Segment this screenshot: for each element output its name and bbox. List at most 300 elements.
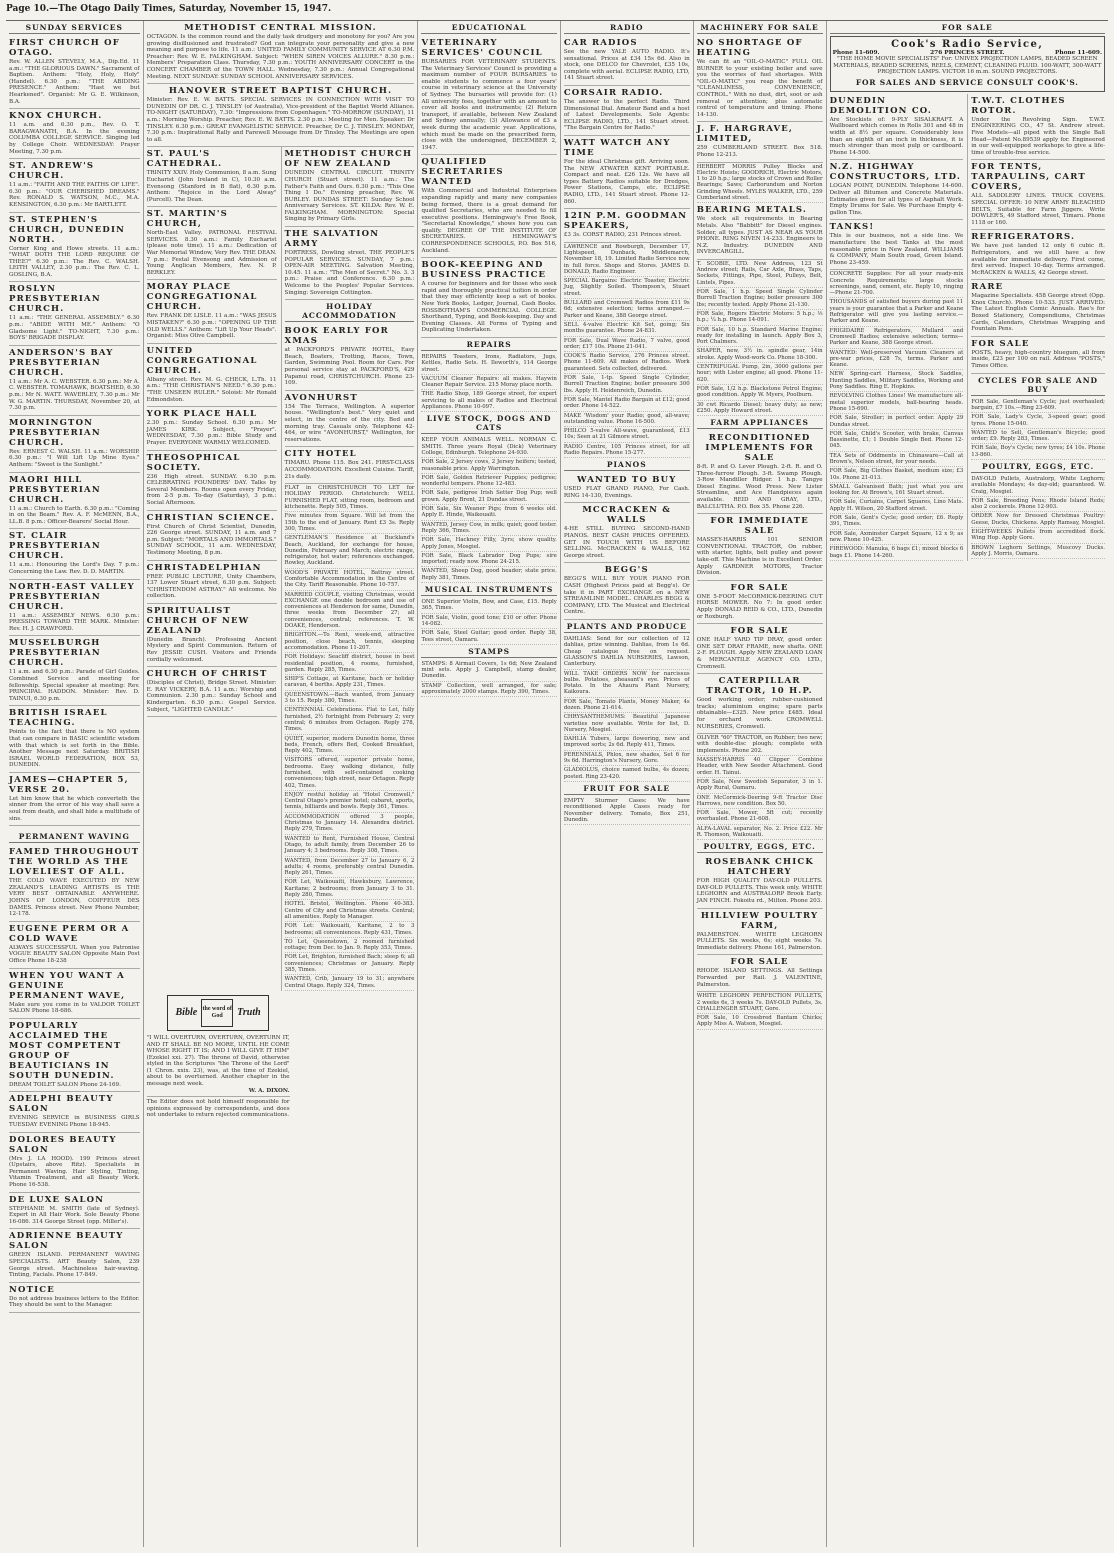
for-sale-subcolumns xyxy=(830,94,1105,561)
ad-title: KNOX CHURCH. xyxy=(9,111,103,122)
ad-title: BRITISH ISRAEL TEACHING. xyxy=(9,708,108,729)
classified-item: ENJOY restful holiday at "Hotel Cromwell," Central Otago's premier hotel; cabaret, sports, tennis, billiards and bowls. Reply 361, Times. xyxy=(285,791,415,813)
classified-item: FOR Sale, Mower, 5ft cut; recently overhauled. Phone 21-608. xyxy=(697,809,823,825)
ad-body: 11 a.m.: ASSEMBLY NEWS. 6.30 p.m.: PRESSING TOWARD THE MARK. Minister: Rev. H. J. CRAWFORD. xyxy=(9,612,140,632)
classified-item: FOR Let, Waikouaiti, Hawksbury, Lawrence, Karitane; 2 bedrooms; from January 3 to 31. Reply 280, Times. xyxy=(285,878,415,900)
ad-title: BEARING METALS. xyxy=(696,205,808,216)
ad-block xyxy=(697,624,823,674)
ad-block xyxy=(697,431,823,514)
ad-title: AVONHURST xyxy=(284,392,358,403)
ad-body: Under the Revolving Sign. T.W.T. ENGINEERING CO., 47 St. Andrew street. Five Models—all piped with the Single Ball Head—Patent No.89539 apply for. Engineered in our well-equipped workshops to give a life-time of trouble-free service. xyxy=(971,116,1105,156)
ad-block xyxy=(147,407,277,450)
classified-item: CHRYSANTHEMUMS: Beautiful Japanese varieties now available. Write for list, D. Nursery, Mosgiel. xyxy=(564,713,690,735)
ad-block xyxy=(421,155,556,258)
ad-body: (Dunedin Branch). Professing Ancient Mystery and Spirit Communion. Return of Rev JESSIE CUSH. Visitors and Friends cordially welcomed. xyxy=(146,636,277,663)
ad-block xyxy=(697,855,823,908)
poultry-classifieds xyxy=(697,992,823,1029)
ad-block xyxy=(564,563,690,620)
ad-body: ONE HALF YARD TIP DRAY, good order. ONE SET DRAY FRAME, new shafts. ONE 2-F. PLOUGH. Apply NEW ZEALAND LOAN & MERCANTILE AGENCY CO. LTD., Cromwell. xyxy=(696,637,823,670)
ad-body: Corner King and Howe streets. 11 a.m.: "WHAT DOTH THE LORD REQUIRE OF THEE?" 6.30 p.m.: The Rev. C. WALSH. LEITH VALLEY, 2.30 p.m.: The Rev. C. L. GOSLING, B.A. xyxy=(9,245,140,278)
ad-body: 11 a.m.: Honouring the Lord's Day. 7 p.m.: Concerning the Law. Rev. D. D. MARTIN. xyxy=(9,562,140,575)
ad-block xyxy=(147,667,277,717)
ad-title: HILLVIEW POULTRY FARM, xyxy=(700,910,819,931)
ad-body: Good working order; rubber-cushioned tracks; aluminium engine; spare parts obtainable—£325. New price £485. Ideal for orchard work. CROMWELL NURSERIES, Cromwell. xyxy=(696,697,823,730)
classified-item: Five minutes from Square. Will let from the 15th to the end of January. Rent £3 3s. Reply 300, Times. xyxy=(285,512,415,534)
ad-body: Rev. ERNEST C. WALSH. 11 a.m.: WORSHIP. 6.30 p.m.: "I Will Lift Up Mine Eyes." Anthem: "Sweet is the Sunlight." xyxy=(9,448,140,468)
ad-body: EVENING SERVICE in BUSINESS GIRLS TUESDAY EVENING Phone 18-945. xyxy=(9,1115,140,1128)
ad-body: OCTAGON. Is the common round and the daily task drudgery and monotony for you? Are you growing disillusioned and frustrated? God can integrate your personality and give a new meaning and purpose to life. 11 a.m.: UNITED FAMILY COMMUNITY SERVICE AT 6.30 P.M. Preacher: Rev. W. E. FALKINGHAM. Subject: "WHEN SIREN VOICES ALLURE." 8.30 p.m.: Members' Preparation Class. Thursday, 7.30 p.m.: YOUTH ANNIVERSARY CONCERT in the CONCERT CHAMBER of the TOWN HALL. Wednesday, 7.30 p.m.: Annual Congregational Meeting. NEXT SUNDAY: SUNDAY SCHOOL ANNIVERSARY SERVICES. xyxy=(146,34,415,80)
ad-block xyxy=(697,122,823,162)
ad-body: 4-HE STILL BUYING SECOND-HAND PIANOS. BEST CASH PRICES OFFERED. GET IN TOUCH WITH US BEFORE SELLING. McCRACKEN & WALLS, 162 George street. xyxy=(563,526,690,559)
ad-title: ST. STEPHEN'S CHURCH, DUNEDIN NORTH. xyxy=(9,214,126,245)
classified-item: MAKE 'Wisdom' your Radio; good, all-wave; outstanding value. Phone 16-500. xyxy=(564,412,690,428)
cooks-phone-2: Phone 11-609. xyxy=(1055,50,1102,56)
classified-item: FRIGIDAIRE Refrigerators, Mullard and Cromwell Radios; extensive selection; terms—Parker and Keane, 388 George street. xyxy=(830,327,964,349)
for-sale-left xyxy=(830,94,964,561)
section-heading: HOLIDAY ACCOMMODATION xyxy=(285,300,415,322)
ad-body: We stock all requirements in Bearing Metals. Also "Babbitt" for Diesel engines. Solder, all types. JUST AS NEAR AS YOUR PHONE. RING NIVEN 14-233. Engineers to N.Z. Industry. DUNEDIN AND INVERCARGILL. xyxy=(696,216,823,256)
ad-block xyxy=(564,209,690,243)
ad-block xyxy=(147,604,277,667)
for-sale-right xyxy=(967,94,1105,561)
classified-item: THOUSANDS of satisfied buyers during past 11 years is your guarantee that a Parker and Keane Refrigerator will give you lasting service.—Parker and Keane. xyxy=(830,298,964,326)
ad-title: SPIRITUALIST CHURCH OF NEW ZEALAND xyxy=(146,605,250,636)
ad-block xyxy=(564,86,690,136)
ad-title: TANKS! xyxy=(829,222,875,233)
ad-body: Rev. FRANK DE LISLE. 11 a.m.: "WAS JESUS MISTAKEN?" 6.30 p.m.: "OPENING UP THE OLD WELLS." Anthem: "Lift Up Your Heads". Organist: Miss Olive Campbell. xyxy=(146,313,277,340)
ad-body: See the new YALE AUTO RADIO. It's sensational. Prices at £34 15s 6d. Also in stock, one DELCO for Chevrolet, £35 10s, complete with aerial. ECLIPSE RADIO, LTD, 141 Stuart street. xyxy=(563,49,690,82)
ad-body: FORTRESS, Dowling street. THE PEOPLE'S POPULAR SERVICES. SUNDAY, 7 p.m.: OPEN-AIR MEETING. Salvation Meeting, 10.45. 11 a.m.: "The Men of Secret." No. 3. 3 p.m.: Praise and Conference. 6.30 p.m.: Welcome to the Peoples' Popular Services. Singing: Sovereign Cottington. xyxy=(284,250,415,296)
classified-item: FOR Sale, Big Clothes Basket, medium size; £3 10s. Phone 21-013. xyxy=(830,467,964,483)
ad-body: USED FLAT GRAND PIANO, For Cash. RING 14-130, Evenings. xyxy=(563,486,690,499)
ad-body: Make sure you come in to VALDOR TOILET SALON Phone 18-686. xyxy=(9,1001,140,1015)
classified-item: DAY-OLD Pullets, Australorp, White Leghorn; available Mondays; 4s day-old; guaranteed. W. Craig, Mosgiel. xyxy=(971,475,1105,497)
ad-title: MORAY PLACE CONGREGATIONAL CHURCH. xyxy=(146,282,258,313)
classified-item: FOR Sale, Rogers Electric Motors: 5 h.p.; ⅓ h.p.; ¼ h.p. Phone 14-091. xyxy=(697,310,823,326)
ad-title: FAMED THROUGHOUT THE WORLD AS THE LOVELIEST OF ALL. xyxy=(9,847,140,878)
bearing-metals-ad xyxy=(697,203,823,260)
ad-title: ST. PAUL'S CATHEDRAL. xyxy=(146,149,223,170)
for-sale-left-ads xyxy=(830,94,964,271)
section-heading: PLANTS AND PRODUCE xyxy=(564,620,690,633)
ad-title: FOR SALE xyxy=(971,338,1030,349)
ad-title: DE LUXE SALON xyxy=(9,1194,105,1205)
ad-block xyxy=(9,845,140,922)
ad-title: RECONDITIONED IMPLEMENTS FOR SALE xyxy=(705,433,814,464)
section-heading: SUNDAY SERVICES xyxy=(9,21,140,34)
ad-block xyxy=(9,773,140,826)
ad-title: ST. ANDREW'S CHURCH. xyxy=(9,161,95,182)
columns xyxy=(6,21,1108,1547)
ad-block xyxy=(9,1229,140,1282)
classified-item: FOR Sale, 2 Jersey cows, 2 Jersey heifers; tested, reasonable price. Apply Warrington. xyxy=(421,458,556,474)
ad-block xyxy=(147,21,415,84)
ad-block xyxy=(285,324,415,391)
farm-ads xyxy=(697,431,823,734)
classified-item: 30 cwt Ricardo Diesel; heavy duty; as new; £250. Apply Howard street. xyxy=(697,401,823,417)
ad-block xyxy=(697,909,823,956)
ad-body: Let him know that he which converteth the sinner from the error of his way shall save a soul from death, and shall hide a multitude of sins. xyxy=(9,795,140,822)
holiday-classifieds xyxy=(285,484,415,991)
bible-text: "I WILL OVERTURN, OVERTURN, OVERTURN IT, AND IT SHALL BE NO MORE, UNTIL HE COME WHOSE RIGHT IT IS; AND I WILL GIVE IT HIM" (Ezekiel xxi. 27). The throne of David, otherwise styled in the Scriptures "the Throne of the Lord" (1 Chron. xxix. 23), was, at the time of Ezekiel, about to be overturned. Another chapter in the message next week. xyxy=(146,1034,290,1088)
classified-item: KEEP YOUR ANIMALS WELL. NORMAN C. SMITH. Three years Royal (Dick) Veterinary College, Edinburgh. Telephone 24-930. xyxy=(421,436,556,458)
classified-item: T. SCOBIE, LTD. New Address, 123 St Andrew street; Rails, Car Axle, Brass, Taps, Sockets, Fittings, Pipe, Steel, Pulleys, Belt, Lintels, Pipes. xyxy=(697,260,823,288)
ad-title: POPULARLY ACCLAIMED THE MOST COMPETENT GROUP OF BEAUTICIANS IN SOUTH DUNEDIN. xyxy=(9,1020,122,1081)
ad-body: Do not address business letters to the Editor. They should be sent to the Manager. xyxy=(9,1295,140,1309)
section-heading: CYCLES FOR SALE AND BUY xyxy=(971,374,1105,396)
ad-block xyxy=(9,213,140,283)
ad-body: 259 CUMBERLAND STREET. Box 518. Phone 12-213. xyxy=(696,145,823,158)
ad-block xyxy=(971,94,1105,161)
section-heading: FOR SALE xyxy=(830,21,1105,34)
ad-block xyxy=(9,529,140,579)
classified-item: REVOLVING Clothes Lines! We manufacture all-metal superior models, ball-bearing heads. Phone 15-690. xyxy=(830,392,964,414)
ad-body: First Church of Christ Scientist, Dunedin, 226 George street. SUNDAY, 11 a.m. and 7 p.m. Subject: "MORTALS AND IMMORTALS." SUNDAY SCHOOL, 11 a.m. WEDNESDAY, Testimony Meeting, 8 p.m. xyxy=(146,523,277,556)
ad-body: For the ideal Christmas gift. Arriving soon. The NEW ATWATER KENT PORTABLE. Compact and neat. £26 12s. We have all types Battery Radios suitable for Dredges, Power Stations, Camps, etc. ECLIPSE RADIO, LTD., 141 Stuart street. Phone 12-860. xyxy=(563,158,690,205)
ad-body: North-East Valley. PATRONAL FESTIVAL SERVICES. 8.30 a.m.: Family Eucharist (please note time). 11 a.m.: Dedication of War Memorial Window, Very Rev. THE DEAN. 7 p.m.: Festal Evensong and Admission of Young Anglican Members, Rev. N. P. BERKLEY. xyxy=(146,230,277,276)
ad-body: 11 a.m. and 6.30 p.m., Rev. O. T. BARAGWANATH, B.A. In the evening COLUMBA COLLEGE SERVICE. Singing led by College Choir. WEDNESDAY: Prayer Meeting, 7.30 p.m. xyxy=(9,122,140,155)
ad-block xyxy=(9,580,140,637)
section-heading: POULTRY, EGGS, ETC. xyxy=(697,840,823,853)
classified-item: VACUUM Cleaner Repairs: all makes. Haywin Cleaner Repair Service. 215 Moray place north. xyxy=(421,375,556,391)
classified-item: STAMPS: 8 Airmail Covers, 1s 6d; New Zealand mint sets. Apply J. Campbell, stamp dealer, Dunedin. xyxy=(421,660,556,682)
classified-item: SPECIAL Bargains: Electric Toaster, Electric Jug, Slightly Soiled. Thompson's, Stuart street. xyxy=(564,277,690,299)
cooks-address: 276 PRINCES STREET. xyxy=(930,50,1005,56)
classified-item: FOR Sale, Lady's Cycle, 3-speed gear; good tyres. Phone 15-040. xyxy=(971,413,1105,429)
ad-title: ROSLYN PRESBYTERIAN CHURCH. xyxy=(9,284,101,315)
ad-body: DREAM TOILET SALON Phone 24-169. xyxy=(9,1081,121,1088)
cooks-radio-ad xyxy=(830,36,1105,92)
church-subcolumn-right xyxy=(281,147,415,991)
ad-block xyxy=(9,1283,140,1313)
ad-block xyxy=(9,1133,140,1193)
ad-body: The answer to the perfect Radio. Third Dimensional Dial. Amateur Band and a host of Latest Developments. Sole Agents: ECLIPSE RADIO, LTD., 141 Stuart street. "The Bargain Centre for Radio." xyxy=(563,98,690,132)
ad-body: We have just landed 12 only 6 cubic ft. Refrigerators, and we still have a few available for immediate delivery. First come, first served. Inspect 10-day. Terms arranged. McRACKEN & WALLS, 42 George street. xyxy=(971,243,1105,276)
ad-title: FOR IMMEDIATE SALE xyxy=(710,516,809,537)
ad-title: ST. CLAIR PRESBYTERIAN CHURCH. xyxy=(9,531,101,562)
ad-title: MUSSELBURGH PRESBYTERIAN CHURCH. xyxy=(9,638,101,669)
bible-signature: W. A. DIXON. xyxy=(248,1087,290,1094)
educational-ads xyxy=(421,36,556,338)
poultry-ads xyxy=(697,855,823,992)
ad-title: DUNEDIN DEMOLITION CO. xyxy=(829,95,933,116)
for-sale-classifieds xyxy=(830,270,964,561)
classified-item: THE Radio Shop, 189 George street, for expert servicing to all makes of Radios and Electrical Appliances. Phone 10-097. xyxy=(421,390,556,412)
church-subcolumn-left xyxy=(147,147,277,991)
classified-item: WOOD'S PRIVATE HOTEL, Battray street. Comfortable Accommodation in the Centre of the City. Tariff Reasonable. Phone 10-757. xyxy=(285,569,415,591)
radio-classifieds xyxy=(564,243,690,459)
plants-list xyxy=(564,635,690,782)
ad-block xyxy=(421,258,556,338)
classified-item: GENTLEMAN'S Residence at Buckland's Beach, Auckland, for exchange for house, Dunedin, February and March; electric range, refrigerator, hot water; references exchanged. Rowley, Auckland. xyxy=(285,534,415,568)
ad-body: Albany street. Rev. M. G. CHECK, L.Th. 11 a.m.: "THE CHRISTIAN'S NEED." 6.30 p.m.: "THE UNSEEN RULER." Soloist: Mr Ronald Edmondston. xyxy=(146,376,277,403)
ad-body: ALL SADDLERY LINES. TRUCK COVERS. SPECIAL OFFER: 10 NEW ARMY BLEACHED BELTS, Suitable for Farm Jiggers. Write DOWLER'S, 49 Stafford street, Timaru. Phone 1118 or 160. xyxy=(971,193,1105,226)
church-subcolumns xyxy=(147,147,415,991)
musical-list xyxy=(421,598,556,645)
machinery-classifieds xyxy=(697,260,823,416)
section-heading: MACHINERY FOR SALE xyxy=(697,21,823,34)
ad-block xyxy=(971,160,1105,230)
ad-body: 2.30 p.m.: Sunday School. 6.30 p.m.: Mr JAMES KIRK. Subject, "Prayer". WEDNESDAY, 7.30 p.m.: Bible Study and Prayer. EVERYONE WARMLY WELCOMED. xyxy=(146,420,277,446)
column-sunday-services xyxy=(6,21,144,1547)
classified-item: FOR Sale, Dual Wave Radio, 7 valve, good order; £17 10s. Phone 21-041. xyxy=(564,337,690,353)
ad-title: DOLORES BEAUTY SALON xyxy=(9,1134,117,1155)
ad-block xyxy=(564,136,690,209)
classified-item: TEA Sets of Oddments in Chinaware—Call at Brown's, Nelson street, for your needs. xyxy=(830,452,964,468)
ad-body: Are Stockists of: 9-PLY SISALKRAFT. A Wallboard which comes in Rolls 301 and 48 in width at 8½ per square. Considerably less than an eighth of an inch in thickness, it is much stronger than most pulp or cardboard. Phone 14-500. xyxy=(829,116,964,156)
classified-item: FOR Sale, 1/2 h.p. Blackstone Petrol Engine; good condition. Apply W. Myers, Poolburn. xyxy=(697,385,823,401)
cooks-title: Cook's Radio Service, xyxy=(891,39,1044,50)
classified-item: FOR Let: Waikouaiti, Karitane, 2 to 3 bedrooms; all conveniences. Reply 431, Times. xyxy=(285,922,415,938)
ad-title: THE SALVATION ARMY xyxy=(284,229,380,250)
bible-logo xyxy=(167,995,269,1031)
classified-item: FOR Sale, Stroller; in perfect order. Apply 29 Dundas street. xyxy=(830,414,964,430)
ad-title: ADRIENNE BEAUTY SALON xyxy=(9,1231,124,1252)
classified-item: MASSEY-HARRIS 40 Clipper Combine Header, with New Seeder Attachment. Good order. H. Tainui. xyxy=(697,756,823,778)
ad-title: BEGG'S xyxy=(604,565,649,576)
classified-item: CENTENNIAL Celebrations. Flat to Let, fully furnished, 2½ fortnight from February 2; very central; 6 minutes from Octagon. Reply 278, Times. xyxy=(285,706,415,734)
ad-title: 12IN P.M. GOODMAN SPEAKERS, xyxy=(563,211,688,232)
ad-body: A course for beginners and for those who seek rapid and thoroughly practical tuition in order that they may efficiently keep a set of books. New York Books, Ledger, Journal, Cash Books. ROSSBOTHAM'S COMMERCIAL COLLEGE. Shorthand, Typing, and Book-keeping. Day and Evening Classes. All Forms of Typing and Duplicating Undertaken. xyxy=(421,281,557,334)
ad-block xyxy=(147,344,277,407)
ad-body: 11 a.m.: "THE GENERAL ASSEMBLY." 6.30 p.m.: "ABIDE WITH ME." Anthem: "O Gladsome Light." TO-NIGHT, 7.30 p.m.: BOYS' BRIGADE DISPLAY. xyxy=(9,315,140,342)
ad-block xyxy=(564,473,690,503)
church-right-ads xyxy=(285,147,415,300)
classified-item: FOR Sale, Gent's Cycle; good order; £6. Reply 391, Times. xyxy=(830,514,964,530)
ad-body: MASSEY-HARRIS 101 SENIOR CONVENTIONAL TRACTOR, On rubber, with starter, lights, belt pulley and power take-off. This Machine is in Excellent Order. Apply GARDNER MOTORS, Tractor Division. xyxy=(696,537,823,577)
ad-body: BEGG'S WILL BUY YOUR PIANO FOR CASH (Highest Prices paid at Begg's). Or take it in PART EXCHANGE on a NEW STREAMLINE MODEL. CHARLES BEGG & COMPANY, LTD. The Musical and Electrical Centre. xyxy=(563,576,690,616)
ad-block xyxy=(564,36,690,86)
machinery-forsale xyxy=(697,163,823,204)
ad-title: THEOSOPHICAL SOCIETY. xyxy=(146,452,241,473)
section-heading: STAMPS xyxy=(421,645,556,658)
classified-item: QUEENSTOWN.—Bach wanted, from January 3 to 15. Reply 380, Times. xyxy=(285,691,415,707)
ad-block xyxy=(697,36,823,122)
column-for-sale xyxy=(827,21,1108,1547)
ad-title: BOOK EARLY FOR XMAS xyxy=(284,326,389,347)
ad-block xyxy=(697,955,823,992)
bible-logo-right: Truth xyxy=(237,1007,261,1019)
classified-item: WHITE LEGHORN PERFECTION PULLETS, 2 weeks 6s, 3 weeks 7s. DAY-OLD Pullets, 3s. CHALLENGER STUART, Gore. xyxy=(697,992,823,1014)
cooks-footer: FOR SALES AND SERVICE CONSULT COOK'S. xyxy=(855,77,1079,87)
ad-title: FOR SALE xyxy=(730,957,789,968)
ad-body: TRINITY XXIV. Holy Communion, 8 a.m. Sung Eucharist (John Ireland in C), 10.30 a.m. Evensong (Stanford in B flat), 6.30 p.m. Anthem: "Rejoice in the Lord Alway" (Purcell). The Dean. xyxy=(146,170,277,203)
classified-item: FOR Sale, Curtains, Carpet Squares, Lino Mats. Apply H. Wilson, 20 Stafford street. xyxy=(830,498,964,514)
piano-ads xyxy=(564,473,690,620)
classified-item: BROWN Leghorn Settings, Muscovy Ducks. Apply J. Morris, Oamaru. xyxy=(971,544,1105,560)
ad-title: WHEN YOU WANT A GENUINE PERMANENT WAVE, xyxy=(9,970,126,1001)
ad-title: MAORI HILL PRESBYTERIAN CHURCH. xyxy=(9,474,101,505)
radio-ads xyxy=(564,36,690,243)
ad-title: CHURCH OF CHRIST xyxy=(146,669,268,680)
ad-body: RHODE ISLAND SETTINGS. All Settings Forwarded per Rail. J. VALENTINE, Palmerston. xyxy=(696,968,823,988)
ad-block xyxy=(9,159,140,212)
column-church-ads xyxy=(144,21,419,1547)
ad-block xyxy=(9,1193,140,1230)
ad-block xyxy=(697,514,823,581)
stamps-list xyxy=(421,660,556,697)
ad-block xyxy=(9,922,140,969)
column-machinery xyxy=(694,21,827,1547)
ad-title: CORSAIR RADIO. xyxy=(563,87,664,98)
ad-body: 11 a.m. and 6.30 p.m.: Parade of Girl Guides. Combined Service and meeting for fellowship. Special speaker at meeting: Rev. PRINCIPAL HADDON. Minister: Rev. D. TAINUI, 6.30 p.m. xyxy=(9,669,140,702)
classified-item: FOR Sale, Hackney Filly, 3yrs; show quality. Apply Jones, Mosgiel. xyxy=(421,536,556,552)
ad-title: ROSEBANK CHICK HATCHERY xyxy=(705,857,814,878)
ad-body: Rev. W. ALLEN STEVELY, M.A., Dip.Ed. 11 a.m.: "THE GLORIOUS DAWN." Sacrament of Baptism. Anthem: "Holy, Holy, Holy" (Handel). 6.30 p.m.: "THE ABIDING PRESENCE." Anthem: "Hast we but Hearkened". Organist: Mr G. E. Wilkinson, B.A. xyxy=(9,59,140,105)
ad-title: ADELPHI BEAUTY SALON xyxy=(9,1094,114,1115)
classified-item: BRIGHTON.—To Rent, week-end, attractive position, close beach, tennis, sleeping accommodation. Phone 11-207. xyxy=(285,631,415,653)
classified-item: MARRIED COUPLE, visiting Christmas, would EXCHANGE one double bedroom and use of conveniences at Henderson for same, Dunedin, three weeks from December 27; all conveniences, central; references. T. W. DOAKE, Henderson. xyxy=(285,591,415,632)
classified-item: WILL TAKE ORDERS NOW for narcissus bulbs. Potatoes, pheasant's eye. Prices of Potato. In the Ahaura Plant Nursery, Kaikoura. xyxy=(564,670,690,698)
wide-church-ads xyxy=(147,21,415,147)
classified-item: DAHLIAS: Send for our collection of 12 dahlias, prize winning. Dahlias, from 1s 6d. Cheap catalogue free on request. GLASSON'S DAHLIA NURSERIES, Lawson, Canterbury. xyxy=(564,635,690,669)
ad-title: BOOK-KEEPING AND BUSINESS PRACTICE xyxy=(421,260,547,281)
ad-title: WATT WATCH ANY TIME xyxy=(563,137,671,158)
classified-item: ACCOMMODATION offered 3 people, Christmas to January 14. Alexandra district. Reply 279, Times. xyxy=(285,813,415,835)
ad-title: YORK PLACE HALL xyxy=(146,409,258,420)
classified-item: DAHLIA Tubers, large flowering, new and improved sorts; 2s 6d. Reply 411, Times. xyxy=(564,735,690,751)
classified-item: WANTED, Sheep Dog, good header; state price. Reply 381, Times. xyxy=(421,567,556,583)
classified-item: FOR Sale, Violin, good tone; £10 or offer. Phone 14-082. xyxy=(421,614,556,630)
section-heading: FRUIT FOR SALE xyxy=(564,782,690,795)
ad-body: 11 a.m.: Church to Earth. 6.30 p.m.: "Coming in on the Beam." Rev. A. F. McMENN, B.A., LL.B. 8 p.m.: Officer-Bearers' Social Hour. xyxy=(9,505,140,525)
ad-block xyxy=(9,109,140,159)
ad-block xyxy=(9,1019,140,1093)
ad-block xyxy=(9,346,140,416)
repairs-list xyxy=(421,353,556,412)
classified-item: FOR Let, Brighton, furnished Bach; sleep 6; all conveniences; Christmas or January. Reply 385, Times. xyxy=(285,953,415,975)
ad-title: MORNINGTON PRESBYTERIAN CHURCH. xyxy=(9,417,101,448)
ad-title: CAR RADIOS xyxy=(563,38,638,48)
classified-item: RADIO Centre, 105 Princes street, for all Radio Repairs. Phone 15-277. xyxy=(564,443,690,459)
ad-title: CATERPILLAR TRACTOR, 10 H.P. xyxy=(706,676,813,697)
section-heading: REPAIRS xyxy=(421,338,556,351)
ad-title: METHODIST CHURCH OF NEW ZEALAND xyxy=(284,149,413,170)
section-heading: PERMANENT WAVING xyxy=(9,830,140,843)
ad-body: PALMERSTON. WHITE LEGHORN PULLETS. Six weeks, 6s; eight weeks 7s. Immediate delivery. Phone 161, Palmerston. xyxy=(696,931,823,951)
classified-item: BULLARD and Cromwell Radios from £11 9s 6d; extensive selection; terms arranged.—Parker and Keane, 388 George street. xyxy=(564,299,690,321)
classified-item: HOTEL Bristol, Wellington. Phone 40-383. Centre of City and Christmas streets. Central; all amenities. Reply to Manager. xyxy=(285,900,415,922)
column-radio xyxy=(561,21,694,1547)
classified-item: TO Let, Queenstown, 2 roomed furnished cottage; from Dec. to Jan. 9. Reply 353, Times. xyxy=(285,938,415,954)
ad-block xyxy=(147,451,277,511)
classified-item: FOR Sale, Child's Scooter, with brake, Canvas Bassinette, £1; 1 Double Single Bed. Phone 12-045. xyxy=(830,430,964,452)
ad-block xyxy=(285,447,415,484)
ad-title: METHODIST CENTRAL MISSION. xyxy=(184,23,377,33)
ad-title: EUGENE PERM OR A COLD WAVE xyxy=(9,923,130,944)
bible-logo-center: the word of God xyxy=(201,999,233,1027)
ad-title: CHRISTIAN SCIENCE. xyxy=(146,512,276,523)
fruit-ad: EMPTY Sturmer Cases: We have reconditioned Apple Cases ready for November delivery. Tomato, Box 251, Dunedin. xyxy=(564,797,690,825)
classified-item: COOK'S Radio Service, 276 Princes street. Phone 11-609. All makes of Radios. Work guaranteed. Sets collected, delivered. xyxy=(564,352,690,374)
ad-block xyxy=(9,36,140,109)
ad-block xyxy=(971,337,1105,374)
ad-body: POSTS, heavy, high-country bluegum, all from inside, £23 per 100 on rail. Address "POSTS," Times Office. xyxy=(971,349,1105,370)
classified-item: STAMP Collection, well arranged, for sale; approximately 2000 stamps. Reply 390, Times. xyxy=(421,682,556,698)
classified-item: FOR Sale, Axminster Carpet Square, 12 x 9; as new. Phone 10-425. xyxy=(830,530,964,546)
livestock-list xyxy=(421,436,556,583)
ad-title: QUALIFIED SECRETARIES WANTED xyxy=(421,157,504,188)
ad-title: NOTICE xyxy=(9,1284,55,1295)
ad-body: 154 The Terrace, Wellington. A superior house. "Wellington's best." Very quiet and select, in the centre of the city. Bed and morning tray. Casuals only. Telephone 42-464, or wire "AVONHURST," Wellington, for reservations. xyxy=(284,403,415,443)
ad-block xyxy=(285,227,415,300)
page-date-line: Page 10.—The Otago Daily Times, Saturday, November 15, 1947. xyxy=(6,4,332,14)
ad-body: FOR HIGH QUALITY DAY-OLD PULLETS. DAY-OLD PULLETS. This week only. WHITE LEGHORN and AUSTRALORP Brook Early. JAN FINCH. Fokoitu rd., Milton. Phone 203. xyxy=(696,878,823,905)
classified-item: WANTED, Crib, January 19 to 31; anywhere Central Otago. Reply 324, Times. xyxy=(285,975,415,991)
classified-item: SHAPER, new, 3½ in. spindle gear, 14in stroke. Apply Wood-work Co. Phone 18-300. xyxy=(697,347,823,363)
classified-item: FOR Sale, pedigree Irish Setter Dog Pup; well grown. Apply Brent, 21 Dundas street. xyxy=(421,489,556,505)
ad-title: N.Z. HIGHWAY CONSTRUCTORS, LTD. xyxy=(829,162,961,183)
ad-block xyxy=(421,36,556,155)
ad-body: FREE PUBLIC LECTURE, Unity Chambers, 137 Lower Stuart street, 6.30 p.m. Subject: "CHRISTENDOM ASTRAY." All welcome. No collection. xyxy=(146,573,277,600)
ad-title: CITY HOTEL xyxy=(284,449,357,460)
ad-body: DUNEDIN CENTRAL CIRCUIT. TRINITY CHURCH (Stuart street). 11 a.m.: The Father's Faith and Ours. 6.30 p.m.: "This One Thing I Do." Evening preacher, Rev. W. BURLEY. DUNDAS STREET: Sunday School Anniversary Services. ST. KILDA: Rev. W. E. FALKINGHAM. MORNINGTON: Special Singing by Primary Girls. xyxy=(284,170,415,223)
ad-body: BURSARIES FOR VETERINARY STUDENTS. The Veterinary Services' Council is providing a maximum number of FOUR BURSARIES to enable students to commence a four years' course in veterinary science at the University of Sydney. The bursaries will provide for: (1) All university fees, together with an amount to cover all books and instruments; (2) Return transport, if available, between New Zealand and Sydney annually; (3) Allowance of £3 a week during the academic year. Applications, which must be made on the prescribed form, close with the undersigned, DECEMBER 2, 1947. xyxy=(421,59,557,151)
bible-logo-left: Bible xyxy=(175,1007,198,1019)
classified-item: WANTED: Well-preserved Vacuum Cleaners at pre-war prices, £28 7s, terms. Parker and Keane. xyxy=(830,349,964,371)
ad-body: 8-ft. P. and O. Lever Plough. 2-ft. R. and O. Three-furrow Plough. 3-ft. Swamp Plough. 3-Row Mandiller Ridger. 1 h.p. Tangye Diesel Engine. Wood Press. New Lister Streamline, and Ace Handpieces again available. REID AND GRAY, LTD., BALCLUTHA. P.O. Box 35. Phone 226. xyxy=(696,464,823,510)
holiday-ads xyxy=(285,324,415,484)
classified-item: WANTED, from December 27 to January 6, 2 adults; 4 rooms, preferably central Dunedin. Reply 261, Times. xyxy=(285,857,415,879)
ad-block xyxy=(147,280,277,343)
classified-item: CENTRIFUGAL Pump, 2in, 3000 gallons per hour; with Lister engine; all good. Phone 11-620. xyxy=(697,363,823,385)
classified-item: ALFA-LAVAL separator, No. 2. Price £22. Mr R. Thomson, Waikouaiti. xyxy=(697,825,823,841)
classified-item: PHILCO 5-valve All-wave, guaranteed, £13 10s; Seen at 21 Gilmore street. xyxy=(564,427,690,443)
ad-body: Magazine Specialists. 458 George street (Opp. Knox Church). Phone 10-533. JUST ARRIVED: The Latest English Comic Annuals. Rae's for Boxed Stationery, Compendiums, Christmas Cards, Calendars, Christmas Wrapping and Fountain Pens. xyxy=(971,293,1105,333)
section-heading: MUSICAL INSTRUMENTS xyxy=(421,583,556,596)
classified-item: NEW Spring-cart Harness, Stock Saddles, Hunting Saddles, Military Saddles, Working and Pony Saddles. Ring E. Hopkins. xyxy=(830,370,964,392)
classified-item: WANTED to Rent, Furnished House, Central Otago, to adult family, from December 26 to January 4; 3 bedrooms. Reply 308, Times. xyxy=(285,835,415,857)
classified-item: FOR Sale, 10 Crossbred Bantam Chicks; Apply Miss A. Watson, Mosgiel. xyxy=(697,1014,823,1030)
section-heading: EDUCATIONAL xyxy=(421,21,556,34)
ad-title: REFRIGERATORS. xyxy=(971,232,1076,243)
bible-ad xyxy=(147,995,290,1119)
ad-body: This is our business, not a side line. We manufacture the best Tanks at the most reasonable price in New Zealand. WILLIAMS & COMPANY, Main South road, Green Island. Phone 23-459. xyxy=(829,233,964,266)
for-sale-right-ads xyxy=(971,94,1105,374)
ad-body: (Disciples of Christ), Bridge Street. Minister: E. RAY VICKERY, B.A. 11 a.m.: Worship and Communion. 2.30 p.m.: Sunday School and Kindergarten. 6.30 p.m.: Gospel Service. Subject, "LIGHTED CANDLE." xyxy=(146,680,277,713)
ad-title: HANOVER STREET BAPTIST CHURCH. xyxy=(168,86,393,97)
classified-item: FOR Sale, New Swedish Separator, 3 in 1. Apply Rural, Oamaru. xyxy=(697,778,823,794)
ad-block xyxy=(830,94,964,161)
ad-body: With Commercial and Industrial Enterprises expanding rapidly and many new companies being formed, there is a great demand for qualified Secretaries, who are needed to fill executive positions. Hemingway's Free Book, "Secretarial Knowledge," shows how you can qualify. DEGREE OF THE INSTITUTE OF SECRETARIES. HEMINGWAY'S CORRESPONDENCE SCHOOLS, P.O. Box 516, Auckland. xyxy=(421,188,557,254)
classified-item: CONCRETE Supplies: For all your ready-mix Concrete Requirements; large stocks screenings, sand, cement, etc. Reply 10, ringing—Phone 21-700. xyxy=(830,270,964,298)
ad-block xyxy=(9,473,140,530)
ad-body: THE COLD WAVE EXECUTED BY NEW ZEALAND'S LEADING ARTISTS IS THE VERY BEST OBTAINABLE ANYWHERE. JOHNS OF LONDON, COIFFEUR DES DAMES. Princes street. New Phone Number, 12-178. xyxy=(9,878,140,918)
classified-item: FOR Sale, Golden Retriever Puppies; pedigree; wonderful tempers. Phone 12-483. xyxy=(421,474,556,490)
ad-title: VETERINARY SERVICES' COUNCIL xyxy=(421,38,543,58)
classified-item: FOR Sale, 1 h.p. Speed Single Cylinder Burrell Traction Engine; boiler pressure 300 lbs; recently tested. Apply Phone 21-130. xyxy=(697,288,823,310)
classified-item: FOR Sale, 10 h.p. Standard Marine Engine; ready for installing in launch. Apply Box 3, Port Chalmers. xyxy=(697,326,823,348)
machinery-ads xyxy=(697,36,823,163)
classified-item: SELL 4-valve Electric Kit Set, going; Six months guarantee. Phone 24-831. xyxy=(564,321,690,337)
ad-block xyxy=(697,674,823,734)
farm-classifieds xyxy=(697,734,823,840)
ad-title: CHRISTADELPHIAN xyxy=(146,562,262,573)
classified-item: FOR Sale, Breeding Pens; Rhode Island Reds; also 2 cockerels. Phone 12-903. xyxy=(971,497,1105,513)
ad-body: ONE 5-FOOT McCORMICK-DEERING CUT HORSE MOWER. No 7: In good order. Apply DONALD REID & CO., LTD., Dunedin or Roxburgh. xyxy=(696,593,823,620)
section-heading: PIANOS xyxy=(564,458,690,471)
classified-item: FOR Sale, Tomato Plants, Money Maker, 4s dozen. Phone 21-614. xyxy=(564,698,690,714)
poultry-list xyxy=(971,475,1105,559)
classified-item: OLIVER "60" TRACTOR, on Rubber; two new; with double-disc plough; complete with implements. Phone 202. xyxy=(697,734,823,756)
ad-body: LOGAN POINT, DUNEDIN. Telephone 14-600. Deliver all Bitumen and Concrete Materials. Estimates given for all types of Asphalt Work. Empty Drums for Sale. We Purchase Empty 4-gallon Tins. xyxy=(829,183,964,216)
ad-title: RARE xyxy=(971,282,1004,293)
ad-title: ANDERSON'S BAY PRESBYTERIAN CHURCH. xyxy=(9,347,114,378)
classified-item: FOR Sale, Black Labrador Dog Pups; sire imported; ready now. Phone 24-215. xyxy=(421,552,556,568)
ad-body: Minister: Rev. E. W. BATTS. SPECIAL SERVICES IN CONNECTION WITH VISIT TO DUNEDIN OF DR. C. J. TINSLEY (of Australia), Vice-president of the Baptist World Alliance. TO-NIGHT (SATURDAY), 7.30: "Impressions from Copenhagen." TO-MORROW (SUNDAY), 11 a.m.: Morning Worship. Preacher, Rev. E. W. BATTS. 2.30 p.m.: Meeting for Men. Speaker: Dr TINSLEY. 6.30 p.m.: GREAT EVANGELISTIC SERVICE. Preacher, Dr C. J. TINSLEY. MONDAY, 7.30 p.m.: Inspirational Rally and Farewell Message from Dr Tinsley. The Meetings are open to all. xyxy=(146,97,415,143)
classified-item: FOR Sale, Gentleman's Cycle; just overhauled; bargain, £7 10s.—Ring 23-609. xyxy=(971,398,1105,414)
ad-body: (Mrs J. LA HOOD). 199 Princes street (Upstairs, above Ritz). Specialists in Permanent Waving. Hair Styling, Tinting, Vitamin Treatment, and all Beauty Work. Phone 16-538. xyxy=(9,1155,140,1188)
